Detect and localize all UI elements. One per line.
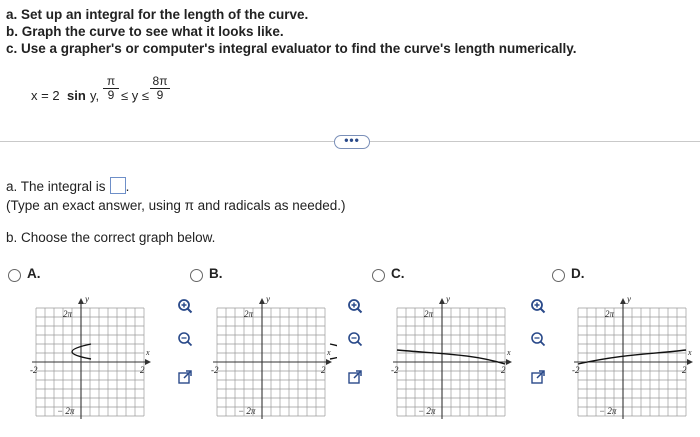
inequality: ≤ y ≤ bbox=[121, 88, 149, 103]
option-a-radio[interactable] bbox=[8, 269, 21, 282]
option-a-label: A. bbox=[27, 266, 41, 281]
equation-lhs: x = 2 bbox=[31, 88, 60, 103]
y-axis-arrow bbox=[78, 298, 84, 304]
x-left-tick-label: -2 bbox=[30, 365, 38, 375]
y-axis-arrow bbox=[620, 298, 626, 304]
x-left-tick-label: -2 bbox=[572, 365, 580, 375]
y-top-tick-label: 2π bbox=[605, 309, 615, 319]
part-b-prompt: b. Choose the correct graph below. bbox=[6, 230, 216, 245]
graph-c bbox=[391, 290, 517, 425]
graph-c-svg bbox=[391, 290, 517, 420]
option-c-label: C. bbox=[391, 266, 405, 281]
x-right-tick-label: 2 bbox=[682, 365, 687, 375]
part-a-label: a. The integral is bbox=[6, 179, 106, 194]
x-axis-arrow bbox=[506, 359, 512, 365]
upper-num: 8π bbox=[150, 75, 170, 89]
graph-a-svg bbox=[30, 290, 156, 420]
lower-bound bbox=[103, 75, 119, 102]
x-axis-label: x bbox=[327, 348, 331, 357]
option-d-radio[interactable] bbox=[552, 269, 565, 282]
zoom-out-icon[interactable] bbox=[176, 330, 194, 348]
zoom-in-icon[interactable] bbox=[346, 297, 364, 315]
x-axis-label: x bbox=[507, 348, 511, 357]
integral-answer-box[interactable] bbox=[110, 177, 126, 194]
x-left-tick-label: -2 bbox=[391, 365, 399, 375]
equation-func: sin bbox=[67, 88, 86, 103]
x-right-tick-label: 2 bbox=[140, 365, 145, 375]
open-window-icon[interactable] bbox=[346, 368, 364, 386]
y-bottom-tick-label: − 2π bbox=[418, 406, 436, 416]
y-axis-label: y bbox=[627, 294, 631, 304]
x-axis-arrow bbox=[687, 359, 693, 365]
curve bbox=[330, 344, 337, 359]
part-a-hint: (Type an exact answer, using π and radicals as needed.) bbox=[6, 198, 346, 213]
y-bottom-tick-label: − 2π bbox=[599, 406, 617, 416]
instruction-c: c. Use a grapher's or computer's integral evaluator to find the curve's length numerically. bbox=[6, 41, 577, 56]
graph-a bbox=[30, 290, 156, 425]
y-axis-arrow bbox=[439, 298, 445, 304]
equation-var: y, bbox=[90, 88, 100, 103]
y-axis-label: y bbox=[85, 294, 89, 304]
instruction-b: b. Graph the curve to see what it looks like. bbox=[6, 24, 284, 39]
graph-b bbox=[211, 290, 337, 425]
graph-b-svg bbox=[211, 290, 337, 420]
y-bottom-tick-label: − 2π bbox=[57, 406, 75, 416]
x-axis-arrow bbox=[145, 359, 151, 365]
x-left-tick-label: -2 bbox=[211, 365, 219, 375]
lower-num: π bbox=[103, 75, 119, 89]
part-a-prompt: a. The integral is . bbox=[6, 179, 130, 194]
zoom-in-icon[interactable] bbox=[176, 297, 194, 315]
upper-bound bbox=[150, 75, 170, 102]
open-window-icon[interactable] bbox=[529, 368, 547, 386]
option-b-label: B. bbox=[209, 266, 223, 281]
option-d-label: D. bbox=[571, 266, 585, 281]
graph-d-svg bbox=[572, 290, 698, 420]
upper-den: 9 bbox=[156, 88, 164, 102]
instruction-a: a. Set up an integral for the length of the curve. bbox=[6, 7, 309, 22]
graph-d bbox=[572, 290, 698, 425]
zoom-in-icon[interactable] bbox=[529, 297, 547, 315]
open-window-icon[interactable] bbox=[176, 368, 194, 386]
x-axis-label: x bbox=[688, 348, 692, 357]
y-top-tick-label: 2π bbox=[244, 309, 254, 319]
y-axis-label: y bbox=[266, 294, 270, 304]
y-bottom-tick-label: − 2π bbox=[238, 406, 256, 416]
zoom-out-icon[interactable] bbox=[346, 330, 364, 348]
option-b-radio[interactable] bbox=[190, 269, 203, 282]
x-right-tick-label: 2 bbox=[501, 365, 506, 375]
y-top-tick-label: 2π bbox=[424, 309, 434, 319]
x-axis-arrow bbox=[326, 359, 332, 365]
lower-den: 9 bbox=[107, 88, 115, 102]
more-button[interactable]: ••• bbox=[334, 135, 370, 149]
x-axis-label: x bbox=[146, 348, 150, 357]
y-top-tick-label: 2π bbox=[63, 309, 73, 319]
y-axis-label: y bbox=[446, 294, 450, 304]
x-right-tick-label: 2 bbox=[321, 365, 326, 375]
zoom-out-icon[interactable] bbox=[529, 330, 547, 348]
option-c-radio[interactable] bbox=[372, 269, 385, 282]
y-axis-arrow bbox=[259, 298, 265, 304]
